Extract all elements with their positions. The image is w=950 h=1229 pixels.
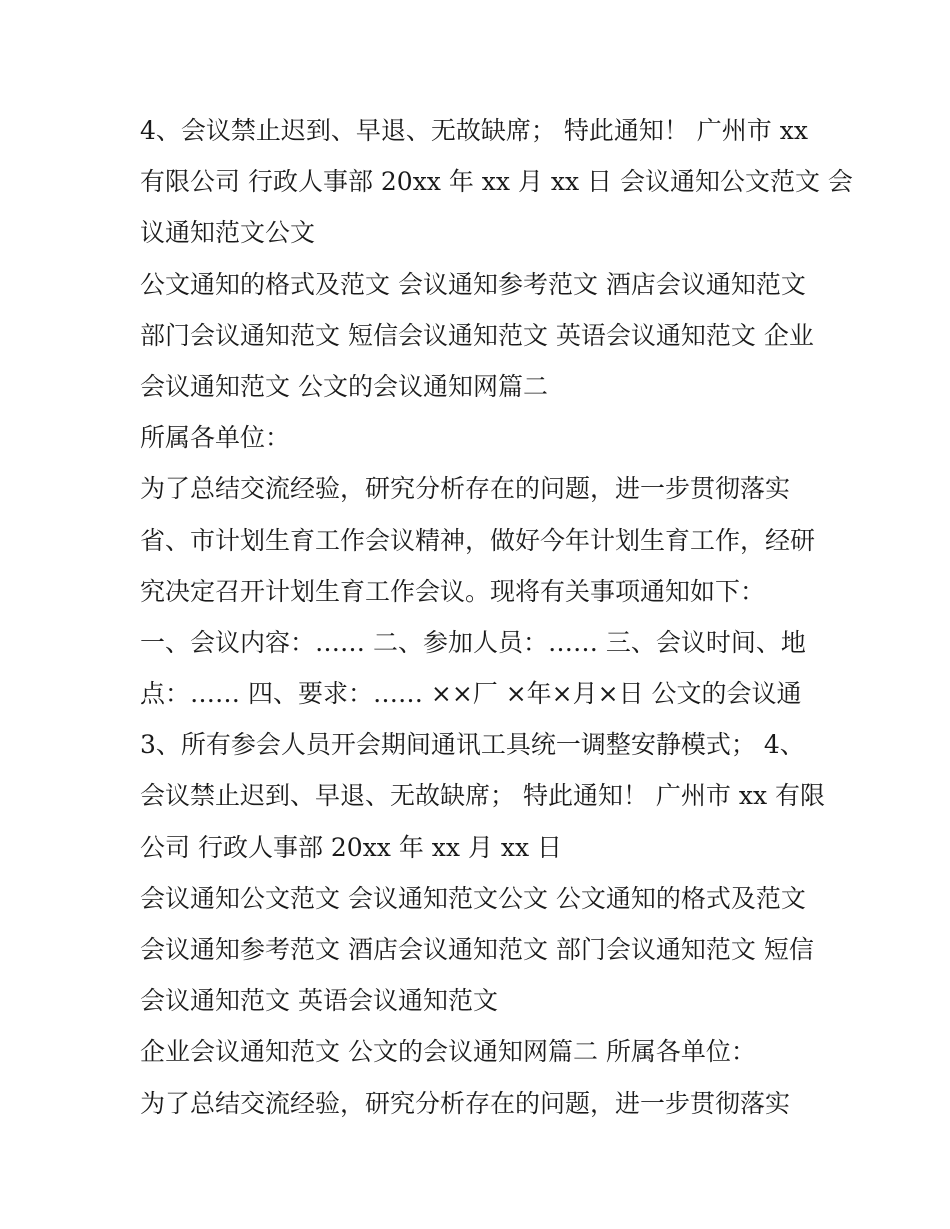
text-line-4: 公文通知的格式及范文 会议通知参考范文 酒店会议通知范文 — [140, 269, 806, 299]
text-line-17: 会议通知参考范文 酒店会议通知范文 部门会议通知范文 短信 — [140, 935, 814, 964]
text-line-1: 4、会议禁止迟到、早退、无故缺席； 特此通知！ 广州市 xx — [140, 116, 808, 145]
text-line-18: 会议通知范文 英语会议通知范文 — [140, 986, 498, 1016]
text-line-10: 究决定召开计划生育工作会议。现将有关事项通知如下： — [140, 576, 766, 606]
text-line-7: 所属各单位： — [140, 423, 291, 453]
text-line-6: 会议通知范文 公文的会议通知网篇二 — [140, 371, 548, 401]
text-line-12: 点：…… 四、要求：…… ××厂 ×年×月×日 公文的会议通 — [140, 679, 802, 709]
text-line-5: 部门会议通知范文 短信会议通知范文 英语会议通知范文 企业 — [140, 320, 814, 350]
text-line-8: 为了总结交流经验，研究分析存在的问题，进一步贯彻落实 — [140, 474, 791, 504]
text-line-3: 议通知范文公文 — [140, 218, 316, 248]
text-line-13: 3、所有参会人员开会期间通讯工具统一调整安静模式； 4、 — [140, 730, 805, 760]
text-line-16: 会议通知公文范文 会议通知范文公文 公文通知的格式及范文 — [140, 883, 806, 913]
text-line-15: 公司 行政人事部 20xx 年 xx 月 xx 日 — [140, 832, 563, 862]
text-line-20: 为了总结交流经验，研究分析存在的问题，进一步贯彻落实 — [140, 1088, 791, 1118]
text-line-14: 会议禁止迟到、早退、无故缺席； 特此通知！ 广州市 xx 有限 — [140, 781, 825, 811]
document-body — [140, 105, 853, 1129]
text-line-11: 一、会议内容：…… 二、参加人员：…… 三、会议时间、地 — [140, 627, 806, 657]
text-line-19: 企业会议通知范文 公文的会议通知网篇二 所属各单位： — [140, 1037, 756, 1067]
text-line-9: 省、市计划生育工作会议精神，做好今年计划生育工作，经研 — [140, 525, 816, 555]
text-line-2: 有限公司 行政人事部 20xx 年 xx 月 xx 日 会议通知公文范文 会 — [140, 167, 853, 197]
